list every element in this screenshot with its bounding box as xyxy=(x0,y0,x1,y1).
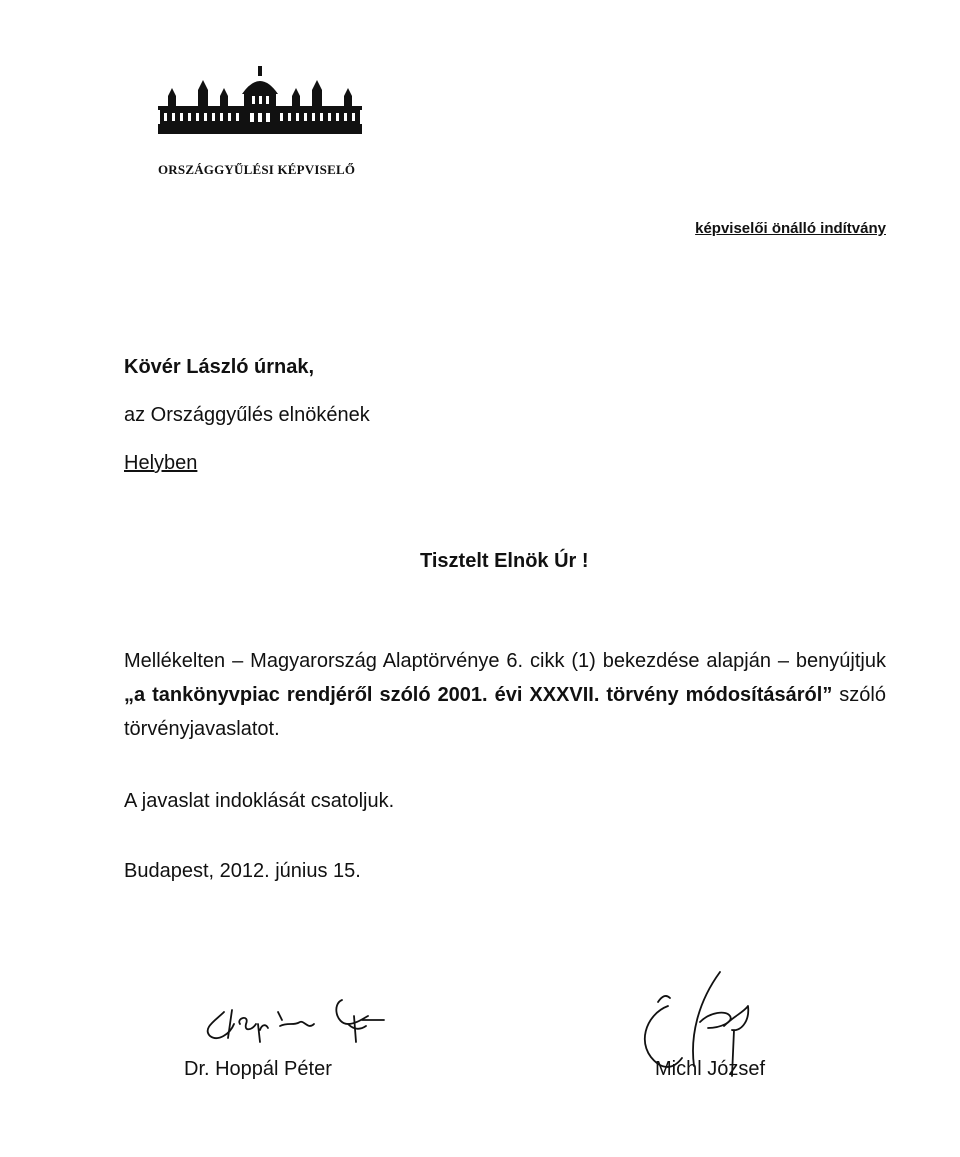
attachment-note: A javaslat indoklását csatoljuk. xyxy=(124,790,395,812)
institution-label: ORSZÁGGYŰLÉSI KÉPVISELŐ xyxy=(158,162,356,177)
body-intro: Mellékelten – Magyarország Alaptörvénye 6. cikk (1) bekezdése alapján – benyújtjuk xyxy=(124,650,886,672)
recipient-name: Kövér László úrnak, xyxy=(124,356,315,378)
handwritten-signature-icon xyxy=(196,990,416,1065)
place-date: Budapest, 2012. június 15. xyxy=(124,860,361,882)
signer-name: Dr. Hoppál Péter xyxy=(184,1058,332,1080)
recipient-title: az Országgyűlés elnökének xyxy=(124,404,370,426)
body-outro: szóló törvényjavaslatot. xyxy=(124,684,886,740)
salutation: Tisztelt Elnök Úr ! xyxy=(420,550,589,572)
parliament-building-icon xyxy=(158,66,362,134)
recipient-location: Helyben xyxy=(124,452,198,474)
body-paragraph xyxy=(124,644,886,746)
signer-name: Michl József xyxy=(655,1058,766,1080)
proposal-type: képviselői önálló indítvány xyxy=(695,220,886,237)
bill-title: „a tankönyvpiac rendjéről szóló 2001. évi XXXVII. törvény módosításáról” xyxy=(124,684,833,706)
